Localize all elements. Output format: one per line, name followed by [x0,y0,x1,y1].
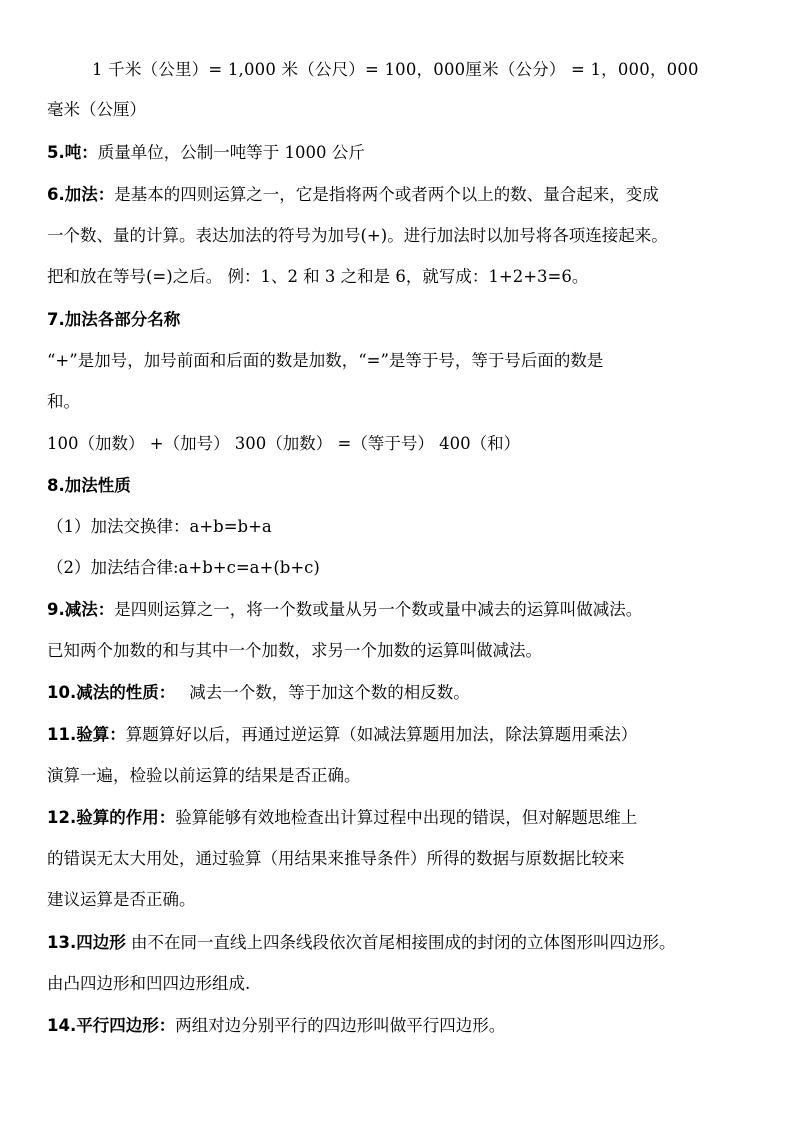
section-12-line-2: 的错误无太大用处，通过验算（用结果来推导条件）所得的数据与原数据比较来 [47,849,625,868]
section-9-line-2: 已知两个加数的和与其中一个加数，求另一个加数的运算叫做减法。 [47,641,542,660]
section-number: 9. [47,600,65,619]
section-number: 12. [47,808,77,827]
section-9 [47,598,642,622]
section-text: 减去一个数，等于加这个数的相反数。 [189,683,470,702]
section-6 [47,183,659,207]
section-7-heading: 7.加法各部分名称 [47,310,181,329]
section-13-line-2: 由凸四边形和凹四边形组成. [47,974,251,993]
section-number: 6. [47,185,65,204]
section-term: 验算的作用： [76,808,176,827]
section-text: 验算能够有效地检查出计算过程中出现的错误，但对解题思维上 [175,808,638,827]
unit-conversion-line-1: 1 千米（公里）= 1,000 米（公尺）= 100，000厘米（公分） = 1，000，000 [92,60,699,79]
section-7-line-1: “+”是加号，加号前面和后面的数是加数，“=”是等于号，等于号后面的数是 [47,351,604,370]
section-term: 吨： [64,143,98,162]
section-11-line-2: 演算一遍，检验以前运算的结果是否正确。 [47,766,361,785]
section-8-item-1: （1）加法交换律：a+b=b+a [47,517,272,536]
section-text: 算题算好以后，再通过逆运算（如减法算题用加法，除法算题用乘法） [125,725,638,744]
section-text: 是基本的四则运算之一，它是指将两个或者两个以上的数、量合起来，变成 [114,185,659,204]
section-number: 13. [47,933,77,952]
section-6-line-3: 把和放在等号(=)之后。 例：1、2 和 3 之和是 6，就写成：1+2+3=6。 [47,267,589,286]
section-term: 平行四边形： [76,1016,176,1035]
unit-conversion-line-2: 毫米（公厘） [47,100,146,119]
section-7-line-2: 和。 [47,392,80,411]
section-14 [47,1014,505,1038]
section-term: 加法： [64,185,115,204]
section-8-item-2: （2）加法结合律:a+b+c=a+(b+c) [47,558,320,577]
section-term: 减法的性质： [76,683,176,702]
section-text: 是四则运算之一，将一个数或量从另一个数或量中减去的运算叫做减法。 [114,600,643,619]
section-number: 5. [47,143,65,162]
section-text: 两组对边分别平行的四边形叫做平行四边形。 [175,1016,506,1035]
section-number: 10. [47,683,77,702]
section-text: 由不在同一直线上四条线段依次首尾相接围成的封闭的立体图形叫四边形。 [125,933,676,952]
section-term: 四边形 [76,933,126,952]
section-13 [47,931,675,955]
section-10 [47,681,470,705]
section-7-line-3: 100（加数） +（加号） 300（加数） =（等于号） 400（和） [47,434,521,453]
section-number: 11. [47,725,77,744]
section-term: 减法： [64,600,115,619]
section-11 [47,723,637,747]
section-12-line-3: 建议运算是否正确。 [47,890,196,909]
section-term: 验算： [76,725,126,744]
section-number: 14. [47,1016,77,1035]
section-6-line-2: 一个数、量的计算。表达加法的符号为加号(+)。进行加法时以加号将各项连接起来。 [47,226,668,245]
section-12 [47,806,637,830]
section-5 [47,141,365,165]
section-8-heading: 8.加法性质 [47,476,131,495]
section-text: 质量单位，公制一吨等于 1000 公斤 [97,143,365,162]
